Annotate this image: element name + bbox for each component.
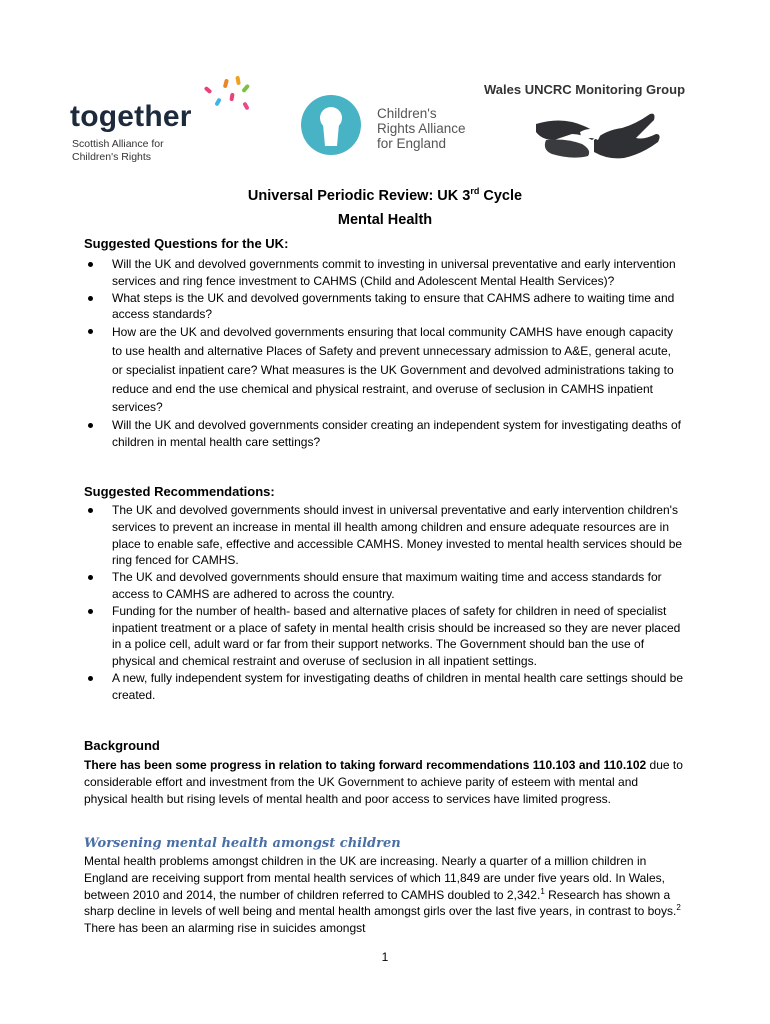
- together-confetti-graphic: [200, 76, 260, 116]
- question-item: How are the UK and devolved governments ensuring that local community CAMHS have enough capacity to use health and alternative Places of Safety and prevent unnecessary admission to A&E, general acute, or specialist inpatient care? What measures is the UK Government and devolved administrations taking to reduce and end the use chemical and physical restraint, and overuse of seclusion in CAMHS inpatient services?: [84, 323, 684, 417]
- recommendations-heading: Suggested Recommendations:: [84, 484, 275, 499]
- footnote-ref-1[interactable]: 1: [540, 886, 545, 896]
- recommendations-list: [84, 502, 684, 704]
- cra-logo-text: [377, 106, 466, 151]
- title-superscript: rd: [470, 186, 480, 197]
- background-heading: Background: [84, 738, 160, 753]
- worsening-text-1: Mental health problems amongst children in the UK are increasing. Nearly a quarter of a million children in England are receiving support from mental health services of which 11,849 are under five years old. In Wales, between 2010 and 2014, the number of children referred to CAMHS doubled to 2,342.: [84, 854, 665, 902]
- worsening-heading: Worsening mental health amongst children: [84, 836, 401, 851]
- cra-line2: Rights Alliance: [377, 121, 466, 136]
- worsening-text-2: Research has shown a sharp decline in levels of well being and mental health amongst girls over the last five years, in contrast to boys.: [84, 887, 677, 919]
- together-logo: [70, 76, 260, 172]
- title-main-text: Universal Periodic Review: UK 3: [247, 188, 471, 204]
- cra-line3: for England: [377, 136, 447, 151]
- together-sub-line1: Scottish Alliance for: [72, 138, 164, 150]
- document-title: [0, 188, 770, 204]
- together-sub-line2: Children's Rights: [72, 151, 152, 163]
- worsening-paragraph: [84, 853, 684, 937]
- cra-keyhole-icon: [297, 94, 369, 156]
- page-number: 1: [381, 950, 389, 964]
- wales-group-label: Wales UNCRC Monitoring Group: [484, 82, 686, 97]
- document-subtitle: Mental Health: [337, 212, 433, 228]
- title-cycle-text: Cycle: [479, 188, 523, 204]
- recommendation-item: The UK and devolved governments should ensure that maximum waiting time and access standards for access to CAMHS are adhered to across the country.: [84, 569, 684, 603]
- question-item: Will the UK and devolved governments commit to investing in universal preventative and early intervention services and ring fence investment to CAHMS (Child and Adolescent Mental Health Services)?: [84, 256, 684, 290]
- background-paragraph: [84, 757, 684, 807]
- together-logo-word: together: [70, 100, 192, 133]
- questions-list: [84, 256, 684, 451]
- recommendation-item: A new, fully independent system for investigating deaths of children in mental health care settings should be created.: [84, 670, 684, 704]
- footnote-ref-2[interactable]: 2: [676, 903, 681, 913]
- cra-line1: Children's: [377, 106, 437, 121]
- question-item: What steps is the UK and devolved governments taking to ensure that CAHMS adhere to waiting time and access standards?: [84, 290, 684, 324]
- question-item: Will the UK and devolved governments consider creating an independent system for investigating deaths of children in mental health care settings?: [84, 417, 684, 451]
- background-normal-text: due to considerable effort and investment from the UK Government to achieve parity of esteem with mental and physical health but rising levels of mental health and poor access to services have limited progress.: [84, 758, 683, 806]
- cra-logo: [297, 94, 477, 158]
- questions-heading: Suggested Questions for the UK:: [84, 236, 289, 251]
- recommendation-item: Funding for the number of health- based and alternative places of safety for children in need of specialist inpatient treatment or a place of safety in mental health crisis should be increased so they are never placed in a police cell, adult ward or far from their support networks. The Government should ban the use of physical and chemical restraint and overuse of seclusion in all inpatient settings.: [84, 603, 684, 670]
- together-logo-subtitle: [72, 138, 164, 164]
- recommendation-item: The UK and devolved governments should invest in universal preventative and early intervention children's services to prevent an increase in mental ill health among children and ensure adequate resources are in place to enable safe, effective and accessible CAMHS. Money invested to mental health services should be ring fenced for CAMHS.: [84, 502, 684, 569]
- hands-logo-icon: [532, 110, 668, 164]
- background-bold-text: There has been some progress in relation to taking forward recommendations 110.103 and 110.102: [84, 758, 647, 772]
- worsening-text-3: There has been an alarming rise in suicides amongst: [84, 921, 366, 936]
